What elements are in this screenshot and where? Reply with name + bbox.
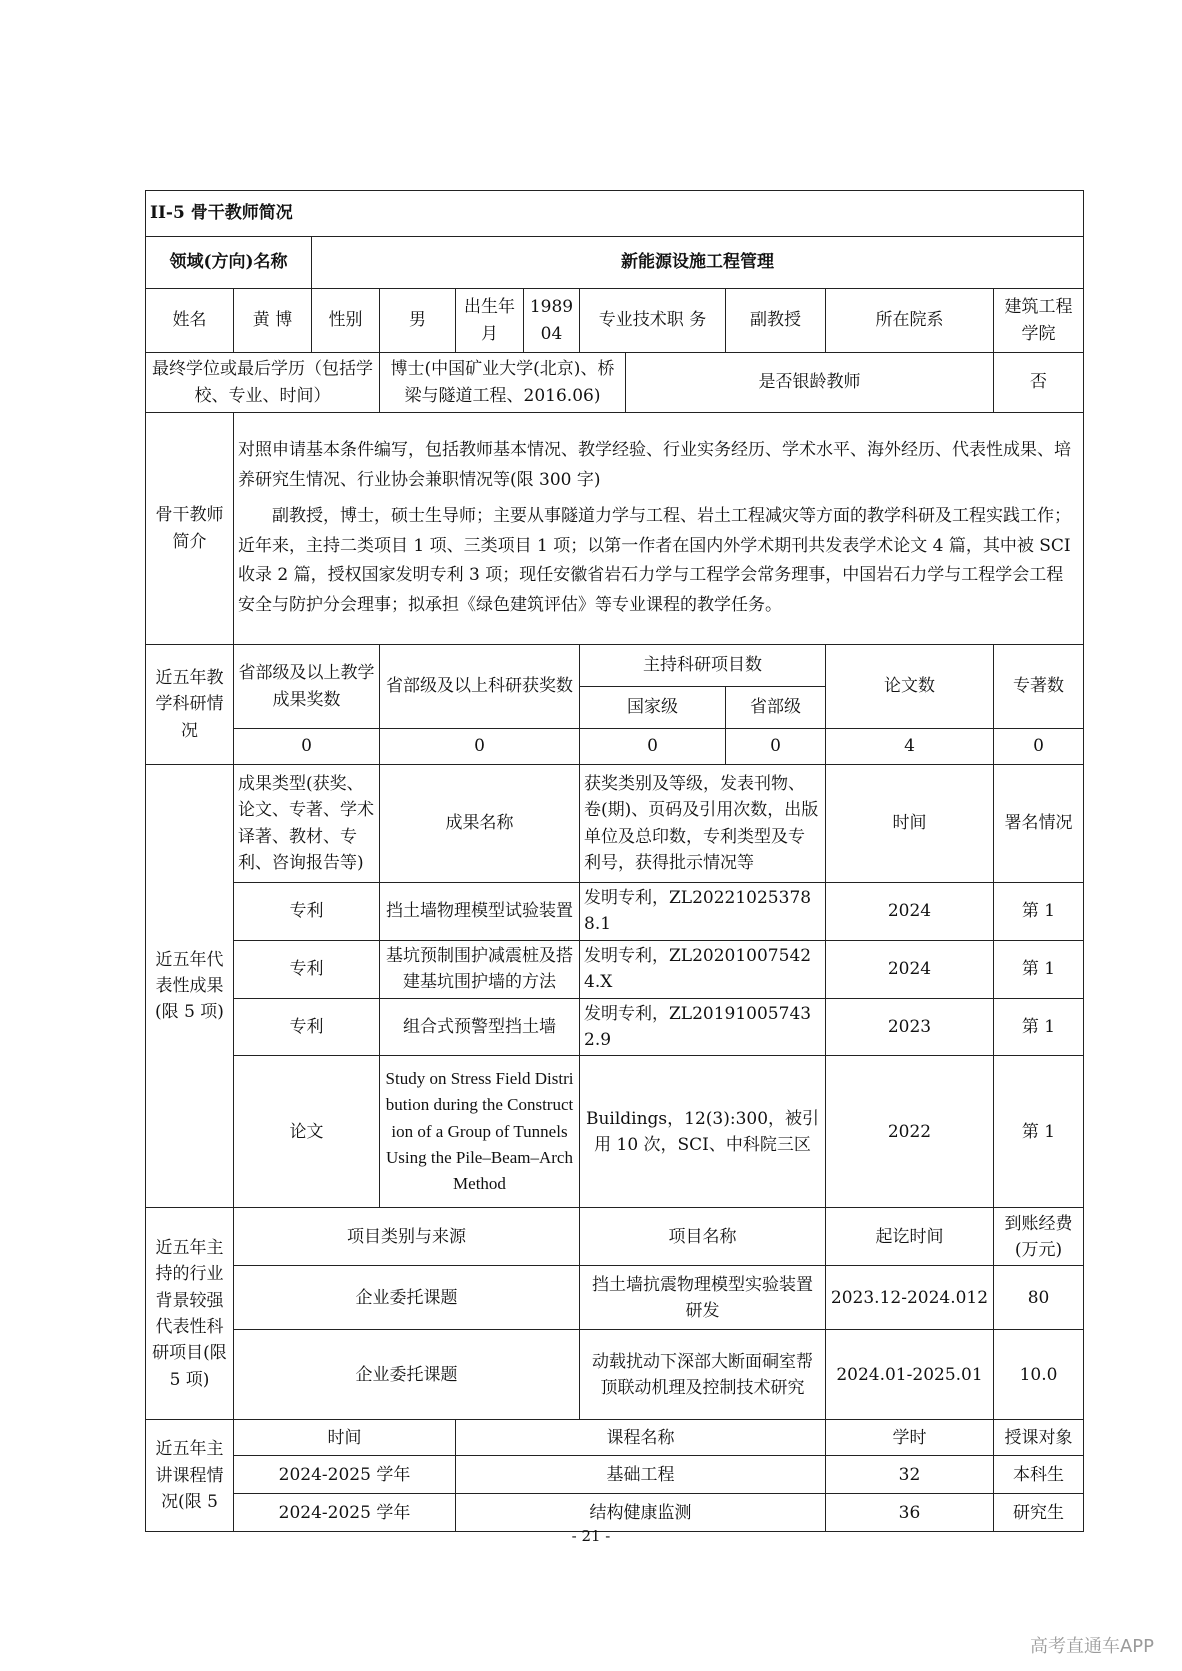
course-hours: 36 [826, 1494, 994, 1532]
achievement-type-header: 成果类型(获奖、论文、专著、学术译著、教材、专利、咨询报告等) [234, 765, 380, 883]
course-hours-header: 学时 [826, 1420, 994, 1456]
watermark: 高考直通车APP [1029, 1636, 1154, 1657]
title-label: 专业技术职 务 [580, 289, 726, 353]
achievement-name: 挡土墙物理模型试验装置 [380, 883, 580, 941]
intro-body: 副教授，博士，硕士生导师；主要从事隧道力学与工程、岩土工程减灾等方面的教学科研及工程实践工作；近年来，主持二类项目 1 项、三类项目 1 项；以第一作者在国内外学术期刊共发表学术论文 4 篇，其中被 SCI 收录 2 篇，授权国家发明专利 3 项；现任安徽省岩石力学与工程学会常务理事，中国岩石力学与工程学会工程安全与防护分会理事；拟承担《绿色建筑评估》等专业课程的教学任务。 [238, 505, 1071, 615]
college-label: 所在院系 [826, 289, 994, 353]
achievement-detail: Buildings，12(3):300，被引用 10 次，SCI、中科院三区 [580, 1056, 826, 1208]
achievement-time-header: 时间 [826, 765, 994, 883]
teaching-awards-value: 0 [234, 729, 380, 765]
project-name-header: 项目名称 [580, 1208, 826, 1266]
achievement-sign: 第 1 [994, 1056, 1084, 1208]
project-funds: 80 [994, 1266, 1084, 1330]
achievement-sign: 第 1 [994, 883, 1084, 941]
table-row [146, 1266, 1084, 1330]
gender-value: 男 [380, 289, 456, 353]
title-value: 副教授 [726, 289, 826, 353]
achievements-label: 近五年代表性成果(限 5 项) [146, 765, 234, 1208]
provincial-value: 0 [726, 729, 826, 765]
project-name: 挡土墙抗震物理模型实验装置研发 [580, 1266, 826, 1330]
research-awards-label: 省部级及以上科研获奖数 [380, 645, 580, 729]
project-name: 动载扰动下深部大断面硐室帮顶联动机理及控制技术研究 [580, 1330, 826, 1420]
courses-label: 近五年主讲课程情况(限 5 [146, 1420, 234, 1532]
college-value: 建筑工程学院 [994, 289, 1084, 353]
stats-label: 近五年教学科研情况 [146, 645, 234, 765]
gender-label: 性别 [312, 289, 380, 353]
achievement-sign: 第 1 [994, 940, 1084, 998]
achievement-type: 论文 [234, 1056, 380, 1208]
course-time-header: 时间 [234, 1420, 456, 1456]
achievement-detail: 发明专利，ZL202010075424.X [580, 940, 826, 998]
field-value: 新能源设施工程管理 [312, 237, 1084, 289]
books-value: 0 [994, 729, 1084, 765]
achievement-detail: 发明专利，ZL201910057432.9 [580, 998, 826, 1056]
table-row [146, 998, 1084, 1056]
achievement-name: 基坑预制围护减震桩及搭建基坑围护墙的方法 [380, 940, 580, 998]
table-row [146, 1456, 1084, 1494]
project-funds-header: 到账经费(万元) [994, 1208, 1084, 1266]
table-row [146, 883, 1084, 941]
senior-value: 否 [994, 353, 1084, 413]
project-source-header: 项目类别与来源 [234, 1208, 580, 1266]
project-period: 2023.12-2024.012 [826, 1266, 994, 1330]
teacher-profile-table [145, 190, 1084, 1532]
senior-label: 是否银龄教师 [626, 353, 994, 413]
project-source: 企业委托课题 [234, 1266, 580, 1330]
national-value: 0 [580, 729, 726, 765]
books-label: 专著数 [994, 645, 1084, 729]
projects-label: 主持科研项目数 [580, 645, 826, 687]
achievement-time: 2023 [826, 998, 994, 1056]
project-funds: 10.0 [994, 1330, 1084, 1420]
national-label: 国家级 [580, 687, 726, 729]
achievement-name: 组合式预警型挡土墙 [380, 998, 580, 1056]
name-label: 姓名 [146, 289, 234, 353]
achievement-type: 专利 [234, 940, 380, 998]
course-name: 基础工程 [456, 1456, 826, 1494]
achievement-detail-header: 获奖类别及等级，发表刊物、卷(期)、页码及引用次数，出版单位及总印数，专利类型及专利号，获得批示情况等 [580, 765, 826, 883]
provincial-label: 省部级 [726, 687, 826, 729]
birth-value: 198904 [524, 289, 580, 353]
course-target-header: 授课对象 [994, 1420, 1084, 1456]
table-row [146, 940, 1084, 998]
achievement-name-header: 成果名称 [380, 765, 580, 883]
project-source: 企业委托课题 [234, 1330, 580, 1420]
page-number: - 21 - [571, 1527, 611, 1545]
course-hours: 32 [826, 1456, 994, 1494]
field-label: 领域(方向)名称 [146, 237, 312, 289]
papers-value: 4 [826, 729, 994, 765]
course-target: 研究生 [994, 1494, 1084, 1532]
table-row [146, 1056, 1084, 1208]
research-awards-value: 0 [380, 729, 580, 765]
degree-value: 博士(中国矿业大学(北京)、桥梁与隧道工程、2016.06) [380, 353, 626, 413]
achievement-time: 2024 [826, 940, 994, 998]
achievement-name: Study on Stress Field Distribution during the Construction of a Group of Tunnels Using the Pile–Beam–Arch Method [380, 1056, 580, 1208]
course-target: 本科生 [994, 1456, 1084, 1494]
name-value: 黄 博 [234, 289, 312, 353]
project-period-header: 起讫时间 [826, 1208, 994, 1266]
course-time: 2024-2025 学年 [234, 1456, 456, 1494]
course-name: 结构健康监测 [456, 1494, 826, 1532]
course-time: 2024-2025 学年 [234, 1494, 456, 1532]
achievement-type: 专利 [234, 998, 380, 1056]
intro-cell [234, 413, 1084, 645]
intro-label: 骨干教师简介 [146, 413, 234, 645]
teaching-awards-label: 省部级及以上教学成果奖数 [234, 645, 380, 729]
achievement-sign: 第 1 [994, 998, 1084, 1056]
intro-note: 对照申请基本条件编写，包括教师基本情况、教学经验、行业实务经历、学术水平、海外经历、代表性成果、培养研究生情况、行业协会兼职情况等(限 300 字) [238, 440, 1071, 490]
birth-label: 出生年月 [456, 289, 524, 353]
section-title: II-5 骨干教师简况 [146, 191, 1084, 237]
course-name-header: 课程名称 [456, 1420, 826, 1456]
table-row [146, 1330, 1084, 1420]
achievement-sign-header: 署名情况 [994, 765, 1084, 883]
project-period: 2024.01-2025.01 [826, 1330, 994, 1420]
degree-label: 最终学位或最后学历（包括学校、专业、时间） [146, 353, 380, 413]
papers-label: 论文数 [826, 645, 994, 729]
achievement-detail: 发明专利，ZL202210253788.1 [580, 883, 826, 941]
achievement-type: 专利 [234, 883, 380, 941]
achievement-time: 2022 [826, 1056, 994, 1208]
projects-label: 近五年主持的行业背景较强代表性科研项目(限 5 项) [146, 1208, 234, 1420]
achievement-time: 2024 [826, 883, 994, 941]
